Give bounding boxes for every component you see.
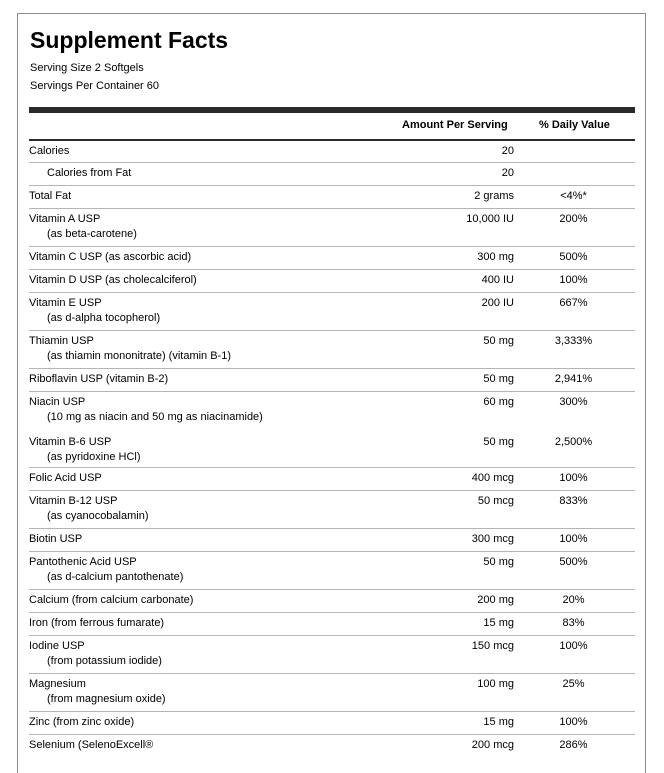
amount-value: 15 mg <box>483 617 514 629</box>
table-row <box>29 430 635 468</box>
amount-value: 150 mcg <box>471 640 514 652</box>
table-row <box>29 636 635 674</box>
daily-value: 100% <box>559 716 588 728</box>
nutrient-source: (as pyridoxine HCl) <box>47 451 141 463</box>
daily-value: 3,333% <box>554 335 593 347</box>
table-row <box>29 209 635 247</box>
table-row <box>29 247 635 270</box>
table-row <box>29 163 635 186</box>
nutrient-source: (from potassium iodide) <box>47 655 162 667</box>
nutrient-name: Biotin USP <box>29 533 83 545</box>
daily-value: 83% <box>562 617 585 629</box>
table-row <box>29 369 635 392</box>
amount-value: 100 mg <box>477 678 514 690</box>
daily-value: 833% <box>559 495 588 507</box>
daily-value: 500% <box>559 556 588 568</box>
nutrient-name: Niacin USP <box>29 396 86 408</box>
daily-value: 300% <box>559 396 588 408</box>
daily-value: 667% <box>559 297 588 309</box>
table-row <box>29 331 635 369</box>
amount-value: 400 mcg <box>471 472 514 484</box>
nutrient-name: Pantothenic Acid USP <box>29 556 137 568</box>
table-row <box>29 590 635 613</box>
daily-value: 25% <box>562 678 585 690</box>
nutrient-name: Iron (from ferrous fumarate) <box>29 617 165 629</box>
nutrient-name: Total Fat <box>29 190 72 202</box>
nutrient-name: Zinc (from zinc oxide) <box>29 716 135 728</box>
table-row <box>29 392 635 430</box>
amount-value: 2 grams <box>474 190 514 202</box>
amount-value: 300 mcg <box>471 533 514 545</box>
table-row <box>29 735 635 757</box>
amount-value: 300 mg <box>477 251 514 263</box>
table-row <box>29 552 635 590</box>
amount-value: 50 mg <box>483 373 514 385</box>
table-row <box>29 468 635 491</box>
daily-value: 20% <box>562 594 585 606</box>
table-row <box>29 674 635 712</box>
amount-value: 400 IU <box>481 274 514 286</box>
table-row <box>29 613 635 636</box>
table-row <box>29 529 635 552</box>
nutrient-source: (as beta-carotene) <box>47 228 137 240</box>
daily-value: 100% <box>559 274 588 286</box>
daily-value: 100% <box>559 472 588 484</box>
nutrient-name: Vitamin E USP <box>29 297 102 309</box>
amount-header: Amount Per Serving <box>402 119 508 131</box>
table-row <box>29 270 635 293</box>
table-row <box>29 186 635 209</box>
amount-value: 10,000 IU <box>466 213 514 225</box>
amount-value: 50 mg <box>483 556 514 568</box>
nutrient-name: Vitamin B-6 USP <box>29 436 112 448</box>
nutrient-name: Folic Acid USP <box>29 472 102 484</box>
nutrient-name: Calcium (from calcium carbonate) <box>29 594 194 606</box>
nutrient-source: (as cyanocobalamin) <box>47 510 149 522</box>
nutrient-source: (10 mg as niacin and 50 mg as niacinamide) <box>47 411 263 423</box>
daily-value: 500% <box>559 251 588 263</box>
table-row <box>29 712 635 735</box>
nutrient-name: Calories <box>29 145 70 157</box>
amount-value: 200 mg <box>477 594 514 606</box>
amount-value: 50 mcg <box>477 495 514 507</box>
nutrient-name: Iodine USP <box>29 640 85 652</box>
serving-size: Serving Size 2 Softgels <box>30 62 144 74</box>
nutrient-name: Selenium (SelenoExcell® <box>29 739 154 751</box>
table-row <box>29 293 635 331</box>
daily-value: 200% <box>559 213 588 225</box>
amount-value: 15 mg <box>483 716 514 728</box>
nutrient-table <box>29 141 635 757</box>
daily-value: 100% <box>559 640 588 652</box>
amount-value: 20 <box>501 145 514 157</box>
servings-per-container: Servings Per Container 60 <box>30 80 160 92</box>
amount-value: 200 IU <box>481 297 514 309</box>
nutrient-source: (as d-alpha tocopherol) <box>47 312 161 324</box>
daily-value: 2,941% <box>554 373 593 385</box>
amount-value: 60 mg <box>483 396 514 408</box>
amount-value: 20 <box>501 167 514 179</box>
nutrient-source: (from magnesium oxide) <box>47 693 166 705</box>
nutrient-source: (as thiamin mononitrate) (vitamin B-1) <box>47 350 232 362</box>
nutrient-name: Vitamin B-12 USP <box>29 495 118 507</box>
nutrient-name: Vitamin D USP (as cholecalciferol) <box>29 274 197 286</box>
thick-divider <box>29 107 635 113</box>
nutrient-name: Vitamin C USP (as ascorbic acid) <box>29 251 192 263</box>
amount-value: 50 mg <box>483 436 514 448</box>
daily-value: 286% <box>559 739 588 751</box>
page-title: Supplement Facts <box>30 27 229 53</box>
daily-value: <4%* <box>560 190 587 202</box>
nutrient-name: Vitamin A USP <box>29 213 101 225</box>
daily-value: 100% <box>559 533 588 545</box>
nutrient-name: Riboflavin USP (vitamin B-2) <box>29 373 169 385</box>
daily-value-header: % Daily Value <box>539 119 610 131</box>
nutrient-name: Calories from Fat <box>47 167 132 179</box>
table-row <box>29 141 635 163</box>
nutrient-name: Magnesium <box>29 678 86 690</box>
nutrient-name: Thiamin USP <box>29 335 94 347</box>
amount-value: 50 mg <box>483 335 514 347</box>
amount-value: 200 mcg <box>471 739 514 751</box>
daily-value: 2,500% <box>554 436 593 448</box>
nutrient-source: (as d-calcium pantothenate) <box>47 571 184 583</box>
table-row <box>29 491 635 529</box>
